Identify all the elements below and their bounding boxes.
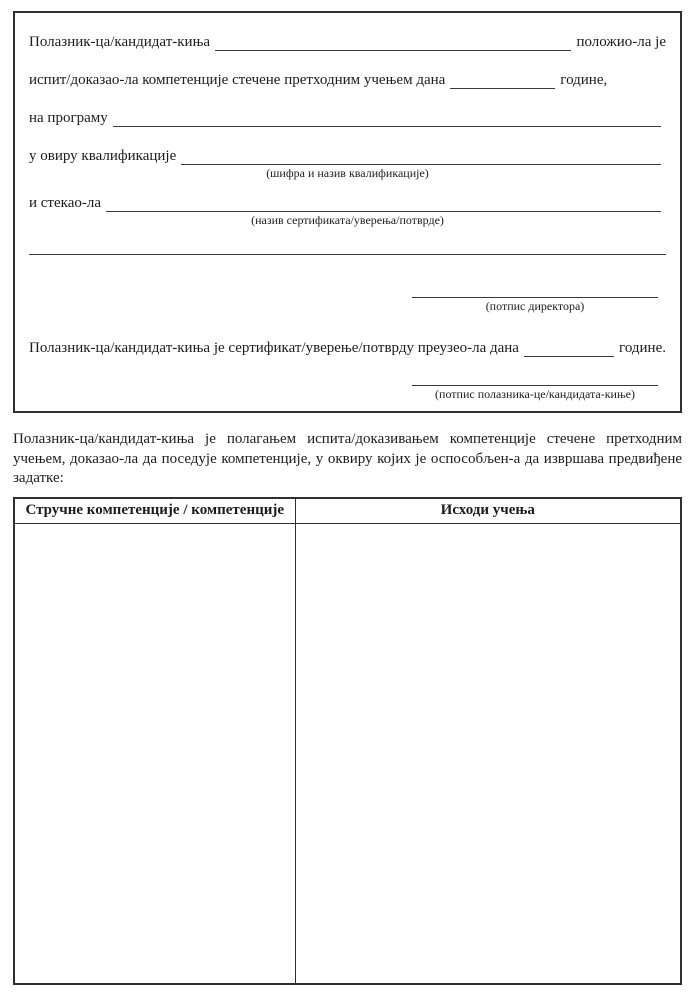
qualification-blank bbox=[181, 149, 661, 165]
pickup-label: Полазник-ца/кандидат-киња је сертификат/уверење/потврду преузео-ла дана bbox=[29, 340, 519, 356]
exam-date-label: испит/доказао-ла компетенције стечене претходним учењем дана bbox=[29, 72, 446, 88]
director-signature-note: (потпис директора) bbox=[485, 299, 585, 313]
program-label: на програму bbox=[29, 110, 108, 126]
candidate-name-blank bbox=[215, 35, 571, 51]
candidate-signature-block bbox=[412, 385, 658, 402]
year-label: године, bbox=[560, 72, 608, 88]
qualification-note: (шифра и назив квалификације) bbox=[266, 166, 429, 180]
director-signature-block bbox=[412, 297, 658, 314]
certificate-name-blank bbox=[106, 196, 661, 212]
line-acquired bbox=[29, 193, 666, 212]
program-blank bbox=[113, 111, 661, 127]
line-exam-date bbox=[29, 70, 666, 89]
line-pickup-date bbox=[29, 338, 666, 357]
pickup-year-label: године. bbox=[619, 340, 666, 356]
certificate-name-note: (назив сертификата/уверења/потврде) bbox=[251, 213, 444, 227]
candidate-name-label: Полазник-ца/кандидат-киња bbox=[29, 34, 211, 50]
passed-label: положио-ла је bbox=[576, 34, 666, 50]
pickup-date-blank bbox=[524, 341, 614, 357]
line-program bbox=[29, 108, 666, 127]
qualification-label: у овиру квалификације bbox=[29, 148, 177, 164]
line-candidate-name bbox=[29, 32, 666, 51]
competencies-table bbox=[13, 497, 682, 985]
header-competencies: Стручне компетенције / компетенције bbox=[14, 498, 295, 524]
table-row bbox=[14, 524, 681, 984]
acquired-label: и стекао-ла bbox=[29, 195, 102, 211]
competencies-intro-paragraph: Полазник-ца/кандидат-киња је полагањем испита/доказивањем компетенције стечене претходним учењем, доказао-ла да поседује компетенције, у оквиру којих је оспособљен-а да извршава предвиђене задатке: bbox=[13, 431, 682, 486]
exam-date-blank bbox=[450, 73, 555, 89]
competencies-cell bbox=[14, 524, 295, 984]
certificate-box bbox=[13, 11, 682, 413]
header-learning-outcomes: Исходи учења bbox=[295, 498, 681, 524]
extra-blank-line bbox=[29, 254, 666, 255]
candidate-signature-note: (потпис полазника-це/кандидата-киње) bbox=[435, 387, 635, 401]
line-qualification bbox=[29, 146, 666, 165]
learning-outcomes-cell bbox=[295, 524, 681, 984]
table-header-row bbox=[14, 498, 681, 524]
